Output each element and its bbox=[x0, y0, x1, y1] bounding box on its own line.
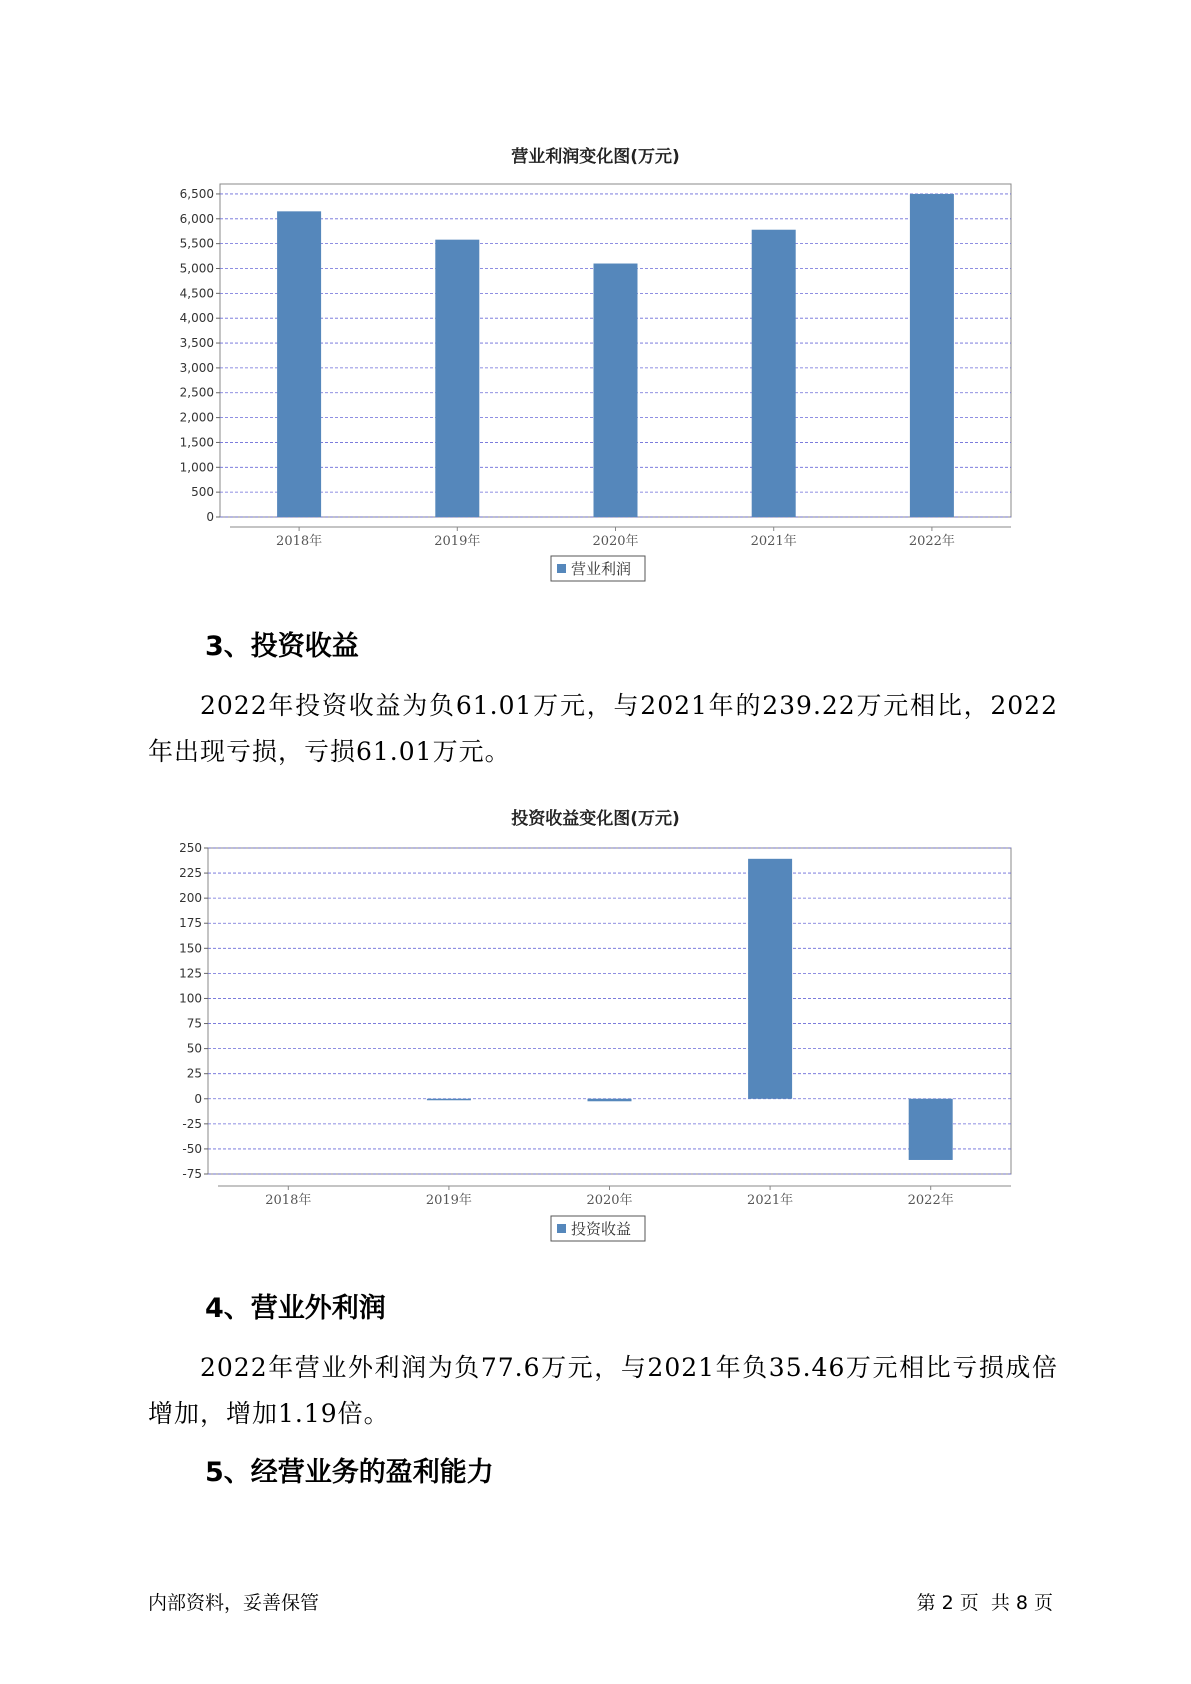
y-tick-label: 200 bbox=[179, 891, 202, 906]
y-tick-label: 1,500 bbox=[179, 435, 214, 450]
x-tick-label: 2019年 bbox=[434, 534, 481, 549]
y-tick-label: 250 bbox=[179, 841, 202, 855]
x-tick-label: 2022年 bbox=[907, 1193, 954, 1208]
y-tick-label: -50 bbox=[182, 1141, 202, 1156]
plot-area bbox=[208, 848, 1011, 1174]
x-tick-label: 2020年 bbox=[586, 1193, 633, 1208]
investment-income-chart bbox=[0, 834, 1191, 1254]
y-tick-label: 125 bbox=[179, 966, 202, 981]
y-tick-label: 4,500 bbox=[179, 286, 214, 301]
chart-1-title: 营业利润变化图(万元) bbox=[511, 147, 680, 167]
x-tick-label: 2021年 bbox=[750, 534, 797, 549]
bar bbox=[427, 1099, 471, 1101]
y-tick-label: 225 bbox=[179, 866, 202, 881]
x-tick-label: 2019年 bbox=[425, 1193, 472, 1208]
footer-page-number: 第 2 页 共 8 页 bbox=[916, 1592, 1053, 1614]
bar bbox=[748, 859, 792, 1099]
section-5-heading: 5、经营业务的盈利能力 bbox=[205, 1457, 494, 1488]
section-4-paragraph: 2022年营业外利润为负77.6万元，与2021年负35.46万元相比亏损成倍增加，增加1.19倍。 bbox=[148, 1353, 1058, 1428]
chart-2-title: 投资收益变化图(万元) bbox=[511, 809, 680, 829]
y-tick-label: 4,000 bbox=[179, 311, 214, 326]
bar bbox=[588, 1099, 632, 1102]
y-tick-label: 3,500 bbox=[179, 336, 214, 351]
x-tick-label: 2021年 bbox=[747, 1193, 794, 1208]
y-tick-label: -25 bbox=[182, 1116, 202, 1131]
y-tick-label: 6,500 bbox=[179, 186, 214, 201]
operating-profit-chart bbox=[0, 170, 1191, 590]
bar bbox=[435, 240, 479, 517]
y-tick-label: 1,000 bbox=[179, 460, 214, 475]
y-tick-label: 2,000 bbox=[179, 410, 214, 425]
y-tick-label: 5,500 bbox=[179, 236, 214, 251]
x-tick-label: 2018年 bbox=[265, 1193, 312, 1208]
y-tick-label: 0 bbox=[206, 510, 214, 524]
section-3-paragraph: 2022年投资收益为负61.01万元，与2021年的239.22万元相比，2022年出现亏损，亏损61.01万元。 bbox=[148, 691, 1058, 766]
y-tick-label: 2,500 bbox=[179, 385, 214, 400]
x-tick-label: 2018年 bbox=[276, 534, 323, 549]
y-tick-label: 75 bbox=[186, 1016, 202, 1031]
y-tick-label: 6,000 bbox=[179, 211, 214, 226]
section-3-heading: 3、投资收益 bbox=[205, 631, 359, 662]
y-tick-label: 175 bbox=[179, 916, 202, 931]
legend-label: 营业利润 bbox=[571, 560, 632, 578]
section-4-heading: 4、营业外利润 bbox=[205, 1293, 386, 1324]
bar bbox=[752, 230, 796, 517]
y-tick-label: 150 bbox=[179, 941, 202, 956]
y-tick-label: 0 bbox=[194, 1091, 202, 1106]
y-tick-label: 50 bbox=[186, 1041, 202, 1056]
y-tick-label: 100 bbox=[179, 991, 202, 1006]
y-tick-label: -75 bbox=[182, 1167, 202, 1181]
x-tick-label: 2020年 bbox=[592, 534, 639, 549]
y-tick-label: 3,000 bbox=[179, 360, 214, 375]
y-tick-label: 500 bbox=[191, 485, 214, 500]
legend-swatch bbox=[557, 564, 566, 573]
bar bbox=[910, 194, 954, 517]
legend bbox=[551, 1216, 645, 1241]
legend-swatch bbox=[557, 1224, 566, 1233]
footer-confidential-note: 内部资料，妥善保管 bbox=[148, 1592, 320, 1614]
legend-label: 投资收益 bbox=[571, 1220, 632, 1238]
bar bbox=[277, 211, 321, 517]
y-tick-label: 25 bbox=[186, 1066, 202, 1081]
x-tick-label: 2022年 bbox=[908, 534, 955, 549]
legend bbox=[551, 556, 645, 581]
y-tick-label: 5,000 bbox=[179, 261, 214, 276]
bar bbox=[594, 264, 638, 517]
bar bbox=[909, 1099, 953, 1160]
